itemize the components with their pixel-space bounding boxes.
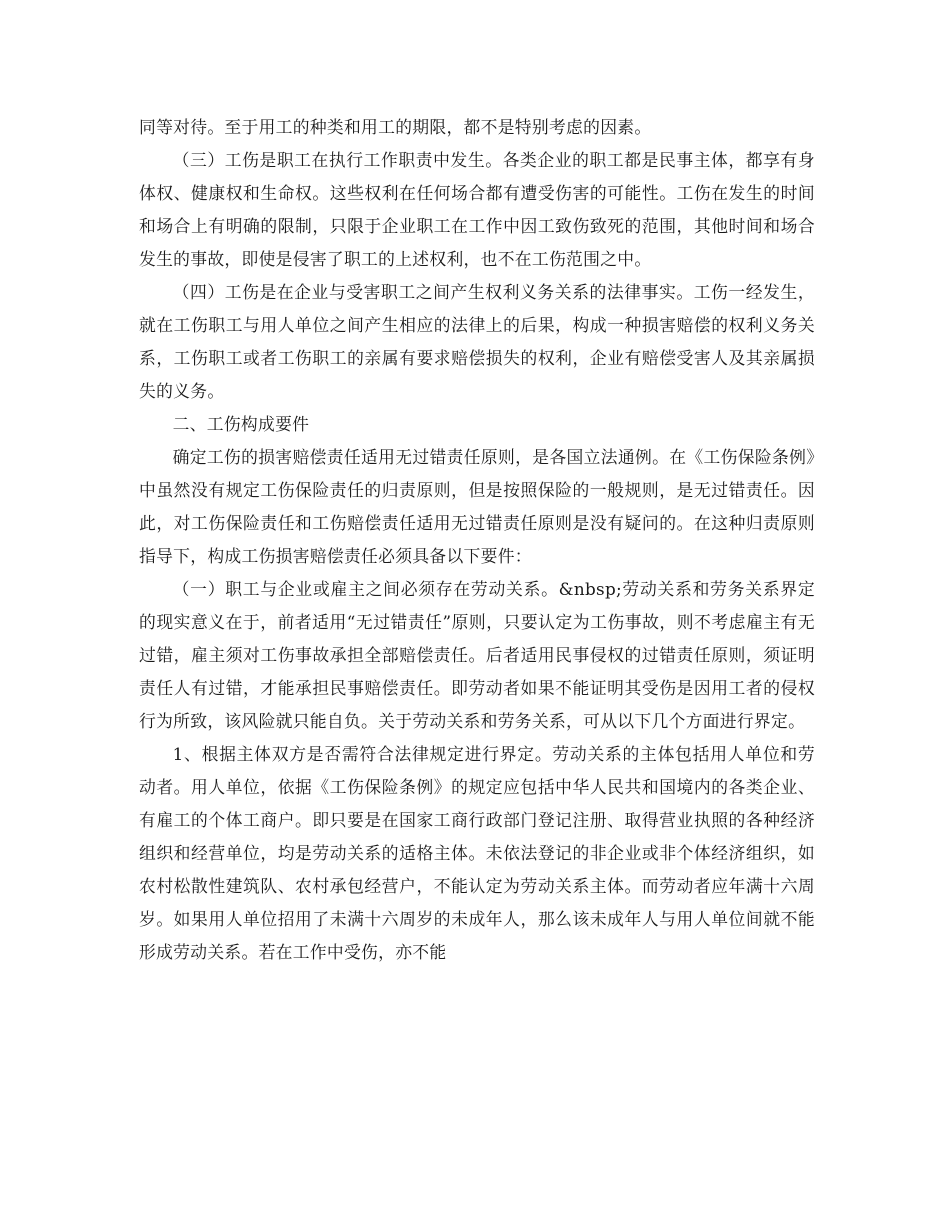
paragraph-6: 1、根据主体双方是否需符合法律规定进行界定。劳动关系的主体包括用人单位和劳动者。用人单位，依据《工伤保险条例》的规定应包括中华人民共和国境内的各类企业、有雇工的个体工商户。即只要是在国家工商行政部门登记注册、取得营业执照的各种经济组织和经营单位，均是劳动关系的适格主体。未依法登记的非企业或非个体经济组织，如农村松散性建筑队、农村承包经营户，不能认定为劳动关系主体。而劳动者应年满十六周岁。如果用人单位招用了未满十六周岁的未成年人，那么该未成年人与用人单位间就不能形成劳动关系。若在工作中受伤，亦不能 [139, 744, 815, 962]
paragraph-5: （一）职工与企业或雇主之间必须存在劳动关系。&nbsp;劳动关系和劳务关系界定的现实意义在于，前者适用“无过错责任”原则，只要认定为工伤事故，则不考虑雇主有无过错，雇主须对工伤事故承担全部赔偿责任。后者适用民事侵权的过错责任原则，须证明责任人有过错，才能承担民事赔偿责任。即劳动者如果不能证明其受伤是因用工者的侵权行为所致，该风险就只能自负。关于劳动关系和劳务关系，可从以下几个方面进行界定。 [139, 579, 815, 731]
paragraph-1: 同等对待。至于用工的种类和用工的期限，都不是特别考虑的因素。 [139, 117, 652, 137]
paragraph-4: 确定工伤的损害赔偿责任适用无过错责任原则，是各国立法通例。在《工伤保险条例》中虽然没有规定工伤保险责任的归责原则，但是按照保险的一般规则，是无过错责任。因此，对工伤保险责任和工伤赔偿责任适用无过错责任原则是没有疑问的。在这种归责原则指导下，构成工伤损害赔偿责任必须具备以下要件： [139, 447, 815, 566]
section-heading: 二、工伤构成要件 [172, 414, 310, 434]
document-body [139, 111, 815, 969]
paragraph-3: （四）工伤是在企业与受害职工之间产生权利义务关系的法律事实。工伤一经发生，就在工伤职工与用人单位之间产生相应的法律上的后果，构成一种损害赔偿的权利义务关系，工伤职工或者工伤职工的亲属有要求赔偿损失的权利，企业有赔偿受害人及其亲属损失的义务。 [139, 282, 815, 401]
paragraph-2: （三）工伤是职工在执行工作职责中发生。各类企业的职工都是民事主体，都享有身体权、健康权和生命权。这些权利在任何场合都有遭受伤害的可能性。工伤在发生的时间和场合上有明确的限制，只限于企业职工在工作中因工致伤致死的范围，其他时间和场合发生的事故，即使是侵害了职工的上述权利，也不在工伤范围之中。 [139, 150, 815, 269]
